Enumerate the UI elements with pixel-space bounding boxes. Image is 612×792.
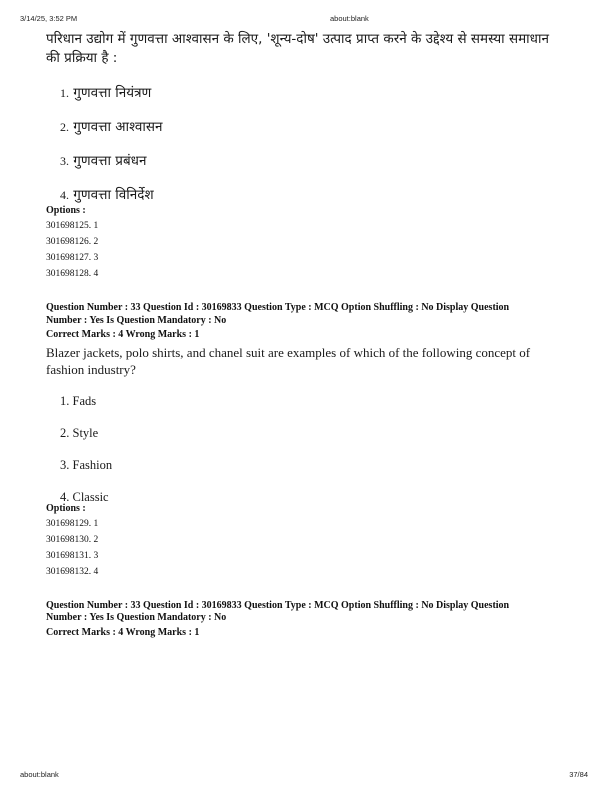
option-id: 301698131. 3 — [46, 550, 99, 561]
print-datetime: 3/14/25, 3:52 PM — [20, 14, 78, 23]
option-id: 301698126. 2 — [46, 237, 99, 247]
question-block-hindi — [46, 30, 566, 282]
print-url: about:blank — [330, 14, 369, 23]
option-item — [60, 148, 566, 182]
option-number: 4. — [60, 188, 69, 202]
option-text: गुणवत्ता प्रबंधन — [73, 153, 147, 169]
option-item — [60, 182, 566, 204]
option-text: गुणवत्ता आश्वासन — [73, 119, 163, 135]
option-item — [60, 114, 566, 148]
question-text-hindi: परिधान उद्योग में गुणवत्ता आश्वासन के लिए, 'शून्य-दोष' उत्पाद प्राप्त करने के उद्देश्य से समस्या समाधान की प्रक्रिया है : — [46, 31, 549, 66]
question-meta: Question Number : 33 Question Id : 30169833 Question Type : MCQ Option Shuffling : No Display Question — [46, 302, 510, 313]
page-number: 37/84 — [569, 770, 588, 779]
option-id: 301698132. 4 — [46, 566, 99, 577]
page-content — [46, 30, 566, 639]
marks-line: Correct Marks : 4 Wrong Marks : 1 — [46, 626, 200, 638]
option-id: 301698130. 2 — [46, 534, 99, 545]
option-item: 2. Style — [60, 425, 99, 440]
question-text: Blazer jackets, polo shirts, and chanel suit are examples of which of the following concept of fashion industry? — [46, 344, 531, 377]
question-block-33 — [46, 302, 566, 580]
option-id: 301698125. 1 — [46, 221, 99, 231]
question-meta: Question Number : 33 Question Id : 30169833 Question Type : MCQ Option Shuffling : No Display Question — [46, 599, 510, 611]
option-item: 1. Fads — [60, 393, 97, 408]
question-block-33-repeat — [46, 600, 566, 640]
option-item: 4. Classic — [60, 489, 109, 504]
marks-line: Correct Marks : 4 Wrong Marks : 1 — [46, 329, 200, 340]
option-text: गुणवत्ता विनिर्देश — [73, 187, 154, 203]
question-meta: Number : Yes Is Question Mandatory : No — [46, 612, 227, 623]
option-item — [60, 80, 566, 114]
option-id: 301698127. 3 — [46, 253, 99, 263]
option-number: 2. — [60, 120, 69, 134]
options-label: Options : — [46, 502, 86, 514]
option-id: 301698129. 1 — [46, 518, 99, 529]
option-number: 3. — [60, 154, 69, 168]
option-item: 3. Fashion — [60, 457, 113, 472]
question-meta: Number : Yes Is Question Mandatory : No — [46, 314, 227, 326]
options-label: Options : — [46, 205, 86, 216]
footer-url: about:blank — [20, 770, 59, 779]
option-number: 1. — [60, 86, 69, 100]
option-text: गुणवत्ता नियंत्रण — [73, 85, 152, 101]
option-id: 301698128. 4 — [46, 269, 99, 279]
